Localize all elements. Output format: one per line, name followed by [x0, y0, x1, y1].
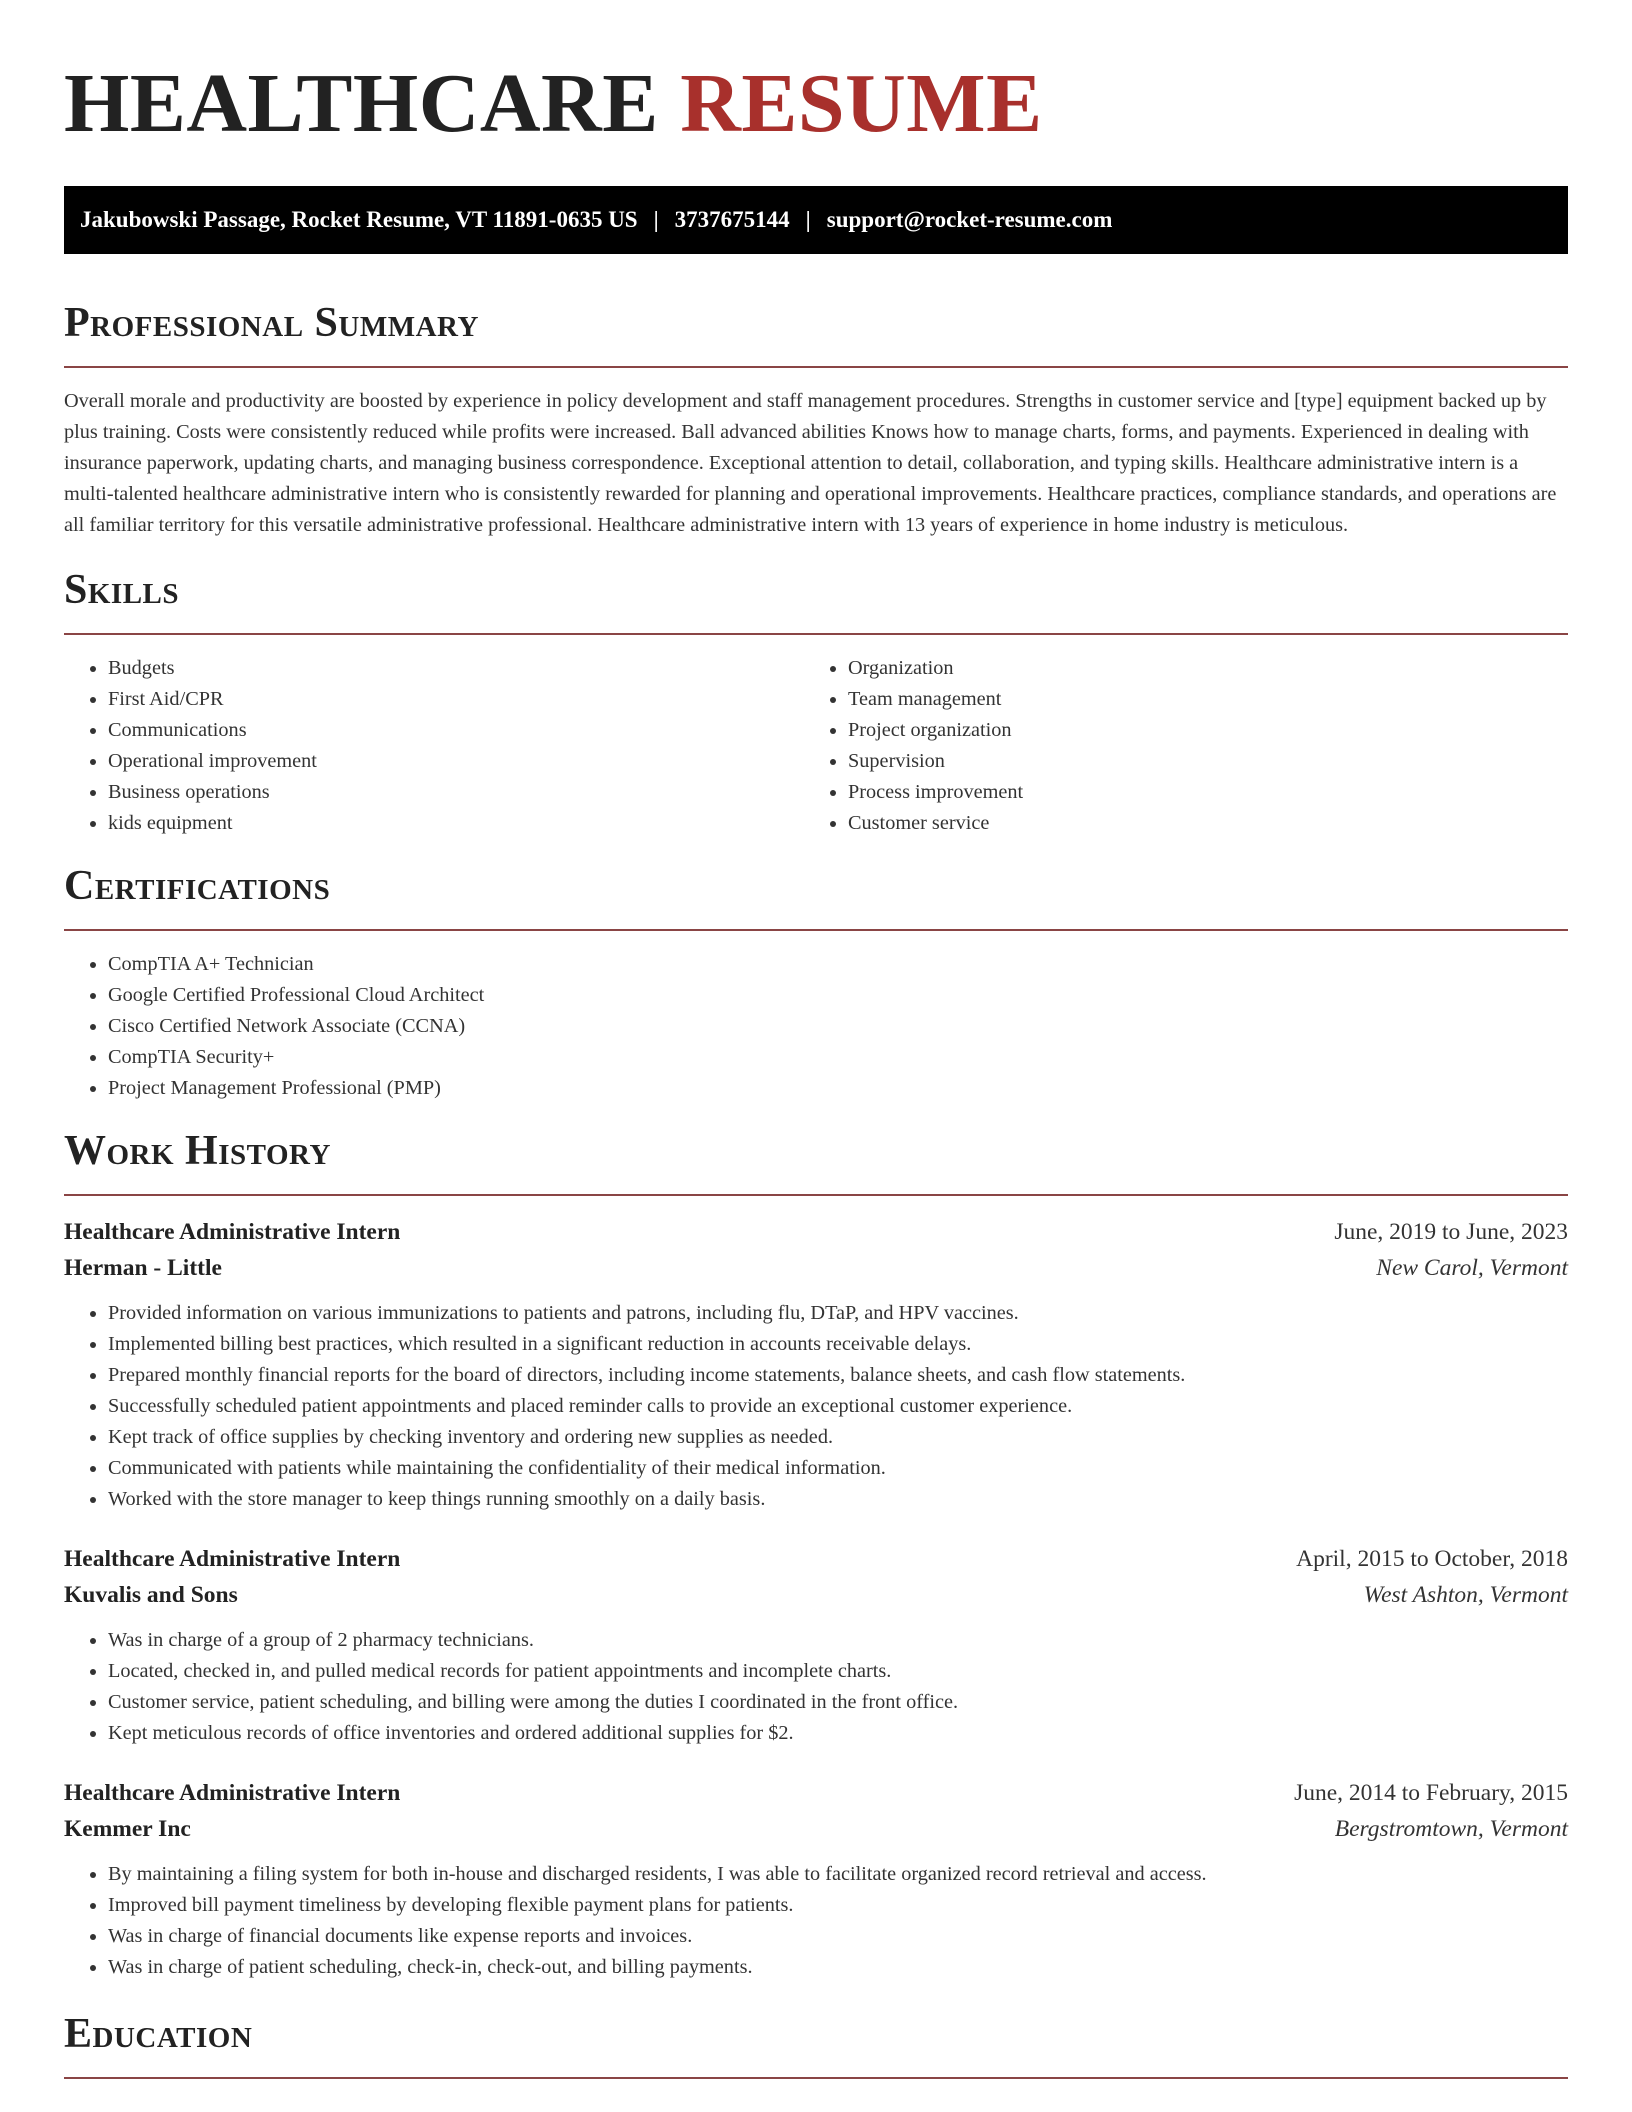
contact-address: Jakubowski Passage, Rocket Resume, VT 11891-0635 US: [80, 207, 638, 232]
certification-item: • Cisco Certified Network Associate (CCNA): [108, 1011, 1568, 1042]
job-entry: [64, 1775, 1568, 1983]
skills-grid: [64, 653, 1568, 839]
job-duties-list: [64, 1859, 1568, 1983]
job-duty: • Was in charge of financial documents like expense reports and invoices.: [108, 1921, 1568, 1952]
contact-bar: [64, 186, 1568, 254]
job-duty: • Successfully scheduled patient appointments and placed reminder calls to provide an exceptional customer experience.: [108, 1391, 1568, 1422]
section-divider: [64, 929, 1568, 931]
job-duty: • Prepared monthly financial reports for the board of directors, including income statements, balance sheets, and cash flow statements.: [108, 1360, 1568, 1391]
job-company-row: [64, 1250, 1568, 1286]
job-duties-list: [64, 1298, 1568, 1515]
title-accent: RESUME: [680, 57, 1043, 150]
work-history-section: [64, 1126, 1568, 1983]
summary-heading: Professional Summary: [64, 300, 479, 346]
section-divider: [64, 2077, 1568, 2079]
job-duty: • Implemented billing best practices, which resulted in a significant reduction in accounts receivable delays.: [108, 1329, 1568, 1360]
skill-item: • Business operations: [108, 777, 804, 808]
certifications-list: [64, 949, 1568, 1104]
certification-item: • Google Certified Professional Cloud Architect: [108, 980, 1568, 1011]
job-duty: • Was in charge of patient scheduling, check-in, check-out, and billing payments.: [108, 1952, 1568, 1983]
job-entry: [64, 1541, 1568, 1749]
job-duty: • Kept track of office supplies by checking inventory and ordering new supplies as needed.: [108, 1422, 1568, 1453]
job-header-row: [64, 1775, 1568, 1811]
certifications-section: [64, 861, 1568, 1104]
skills-section: [64, 565, 1568, 839]
skill-item: • Process improvement: [848, 777, 1568, 808]
job-duty: • Kept meticulous records of office inventories and ordered additional supplies for $2.: [108, 1718, 1568, 1749]
skill-item: • Operational improvement: [108, 746, 804, 777]
job-duty: • Worked with the store manager to keep things running smoothly on a daily basis.: [108, 1484, 1568, 1515]
job-dates: June, 2019 to June, 2023: [1334, 1219, 1568, 1245]
job-header-row: [64, 1214, 1568, 1250]
job-duty: • Customer service, patient scheduling, and billing were among the duties I coordinated in the front office.: [108, 1687, 1568, 1718]
work-history-heading: Work History: [64, 1128, 331, 1174]
job-company-row: [64, 1577, 1568, 1613]
summary-section: [64, 298, 1568, 541]
summary-text: Overall morale and productivity are boosted by experience in policy development and staff management procedures. Strengths in customer service and [type] equipment backed up by plus training. Costs were consistently reduced while profits were increased. Ball advanced abilities Knows how to manage charts, forms, and payments. Experienced in dealing with insurance paperwork, updating charts, and managing business correspondence. Exceptional attention to detail, collaboration, and typing skills. Healthcare administrative intern is a multi-talented healthcare administrative intern who is consistently rewarded for planning and operational improvements. Healthcare practices, compliance standards, and operations are all familiar territory for this versatile administrative professional. Healthcare administrative intern with 13 years of experience in home industry is meticulous.: [64, 390, 1557, 536]
skill-item: • Team management: [848, 684, 1568, 715]
section-divider: [64, 633, 1568, 635]
skill-item: • Supervision: [848, 746, 1568, 777]
skill-item: • Communications: [108, 715, 804, 746]
job-dates: April, 2015 to October, 2018: [1296, 1546, 1568, 1572]
skills-list-left: [64, 653, 804, 839]
certification-item: • CompTIA A+ Technician: [108, 949, 1568, 980]
contact-email[interactable]: support@rocket-resume.com: [826, 207, 1113, 232]
education-section: [64, 2009, 1568, 2079]
job-duty: • Located, checked in, and pulled medical records for patient appointments and incomplete charts.: [108, 1656, 1568, 1687]
job-entry: [64, 1214, 1568, 1515]
certifications-heading: Certifications: [64, 863, 331, 909]
certification-item: • CompTIA Security+: [108, 1042, 1568, 1073]
education-heading: Education: [64, 2011, 253, 2057]
job-location: Bergstromtown, Vermont: [1334, 1816, 1568, 1842]
job-duty: • Provided information on various immunizations to patients and patrons, including flu, DTaP, and HPV vaccines.: [108, 1298, 1568, 1329]
job-duty: • Was in charge of a group of 2 pharmacy technicians.: [108, 1625, 1568, 1656]
job-header-row: [64, 1541, 1568, 1577]
job-title: Healthcare Administrative Intern: [64, 1219, 401, 1245]
certification-item: • Project Management Professional (PMP): [108, 1073, 1568, 1104]
job-duties-list: [64, 1625, 1568, 1749]
job-location: West Ashton, Vermont: [1363, 1582, 1568, 1608]
job-location: New Carol, Vermont: [1376, 1255, 1568, 1281]
contact-phone[interactable]: 3737675144: [674, 207, 790, 232]
skill-item: • Budgets: [108, 653, 804, 684]
contact-separator: |: [805, 207, 811, 232]
job-company: Kuvalis and Sons: [64, 1582, 238, 1608]
job-company-row: [64, 1811, 1568, 1847]
job-title: Healthcare Administrative Intern: [64, 1546, 401, 1572]
skill-item: • Customer service: [848, 808, 1568, 839]
skill-item: • Organization: [848, 653, 1568, 684]
skill-item: • First Aid/CPR: [108, 684, 804, 715]
skill-item: • kids equipment: [108, 808, 804, 839]
job-duty: • Improved bill payment timeliness by developing flexible payment plans for patients.: [108, 1890, 1568, 1921]
contact-separator: |: [653, 207, 659, 232]
section-divider: [64, 366, 1568, 368]
job-dates: June, 2014 to February, 2015: [1294, 1780, 1568, 1806]
skills-heading: Skills: [64, 567, 180, 613]
skill-item: • Project organization: [848, 715, 1568, 746]
skills-list-right: [804, 653, 1568, 839]
job-company: Herman - Little: [64, 1255, 222, 1281]
job-duty: • By maintaining a filing system for both in-house and discharged residents, I was able to facilitate organized record retrieval and access.: [108, 1859, 1568, 1890]
job-company: Kemmer Inc: [64, 1816, 191, 1842]
section-divider: [64, 1194, 1568, 1196]
job-title: Healthcare Administrative Intern: [64, 1780, 401, 1806]
resume-title: [64, 0, 1568, 152]
job-duty: • Communicated with patients while maintaining the confidentiality of their medical information.: [108, 1453, 1568, 1484]
title-main: HEALTHCARE: [64, 57, 659, 150]
